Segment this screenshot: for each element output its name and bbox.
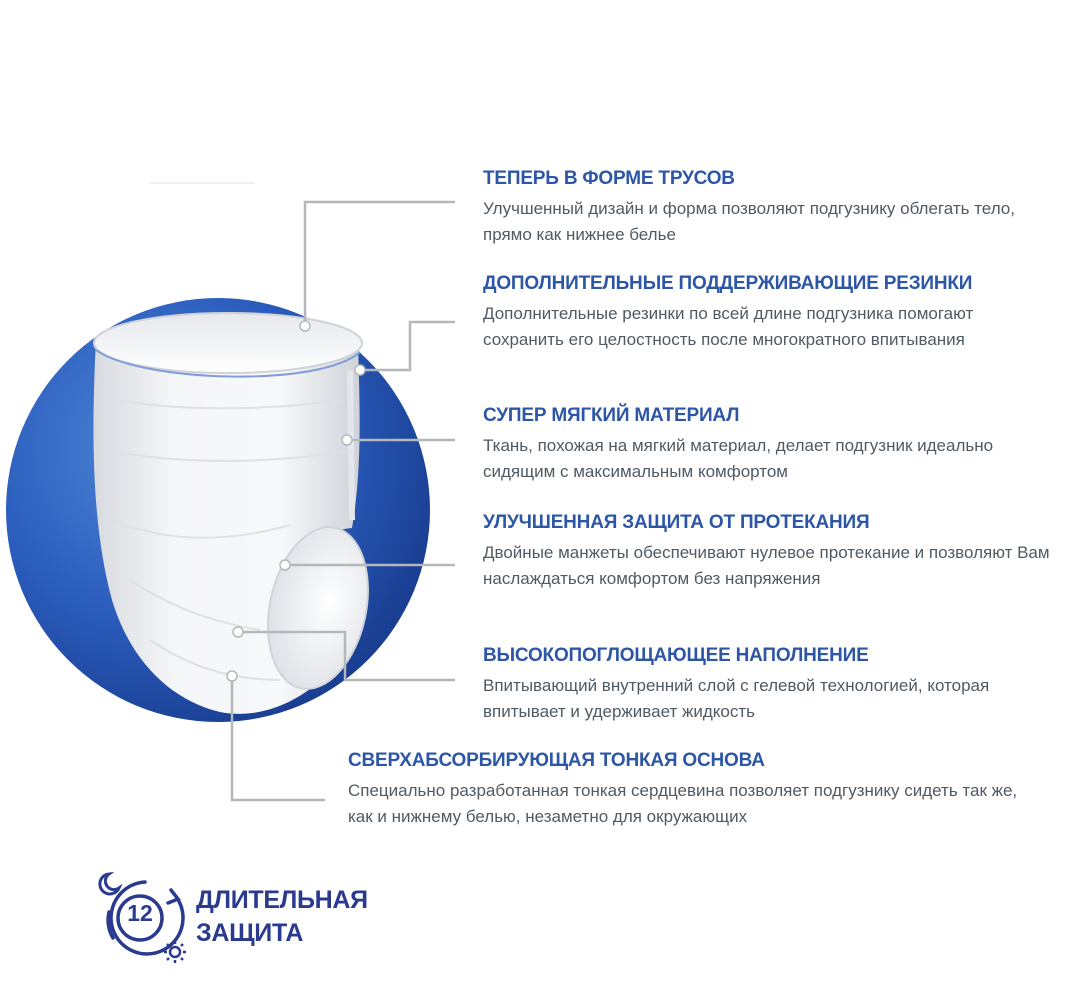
feature-title: СВЕРХАБСОРБИРУЮЩАЯ ТОНКАЯ ОСНОВА <box>348 750 765 771</box>
badge-line-1: ДЛИТЕЛЬНАЯ <box>196 886 368 914</box>
feature-title: СУПЕР МЯГКИЙ МАТЕРИАЛ <box>483 405 740 426</box>
badge-label <box>196 884 368 950</box>
long-protection-badge <box>95 868 375 968</box>
feature-description: Специально разработанная тонкая сердцевина позволяет подгузнику сидеть так же, как и нижнему белью, незаметно для окружающих <box>348 781 1018 826</box>
feature-description: Дополнительные резинки по всей длине подгузника помогают сохранить его целостность после многократного впитывания <box>483 304 974 349</box>
hours-number: 12 <box>127 900 153 926</box>
feature-description: Улучшенный дизайн и форма позволяют подгузнику облегать тело, прямо как нижнее белье <box>483 199 1015 244</box>
feature-leak-protection <box>483 512 1053 592</box>
feature-pants-shape <box>483 168 1053 248</box>
feature-soft-material <box>483 405 1053 485</box>
feature-title: УЛУЧШЕННАЯ ЗАЩИТА ОТ ПРОТЕКАНИЯ <box>483 512 870 533</box>
feature-description: Двойные манжеты обеспечивают нулевое протекание и позволяют Вам наслаждаться комфортом без напряжения <box>483 543 1050 588</box>
feature-description: Впитывающий внутренний слой с гелевой технологией, которая впитывает и удерживает жидкость <box>483 676 990 721</box>
feature-title: ДОПОЛНИТЕЛЬНЫЕ ПОДДЕРЖИВАЮЩИЕ РЕЗИНКИ <box>483 273 973 294</box>
feature-description: Ткань, похожая на мягкий материал, делает подгузник идеально сидящим с максимальным комфортом <box>483 436 994 481</box>
feature-absorbent-filling <box>483 645 1058 725</box>
feature-thin-core <box>348 750 1028 830</box>
feature-support-elastics <box>483 273 1053 353</box>
feature-title: ТЕПЕРЬ В ФОРМЕ ТРУСОВ <box>483 168 735 189</box>
badge-line-2: ЗАЩИТА <box>196 919 304 947</box>
feature-title: ВЫСОКОПОГЛОЩАЮЩЕЕ НАПОЛНЕНИЕ <box>483 645 869 666</box>
